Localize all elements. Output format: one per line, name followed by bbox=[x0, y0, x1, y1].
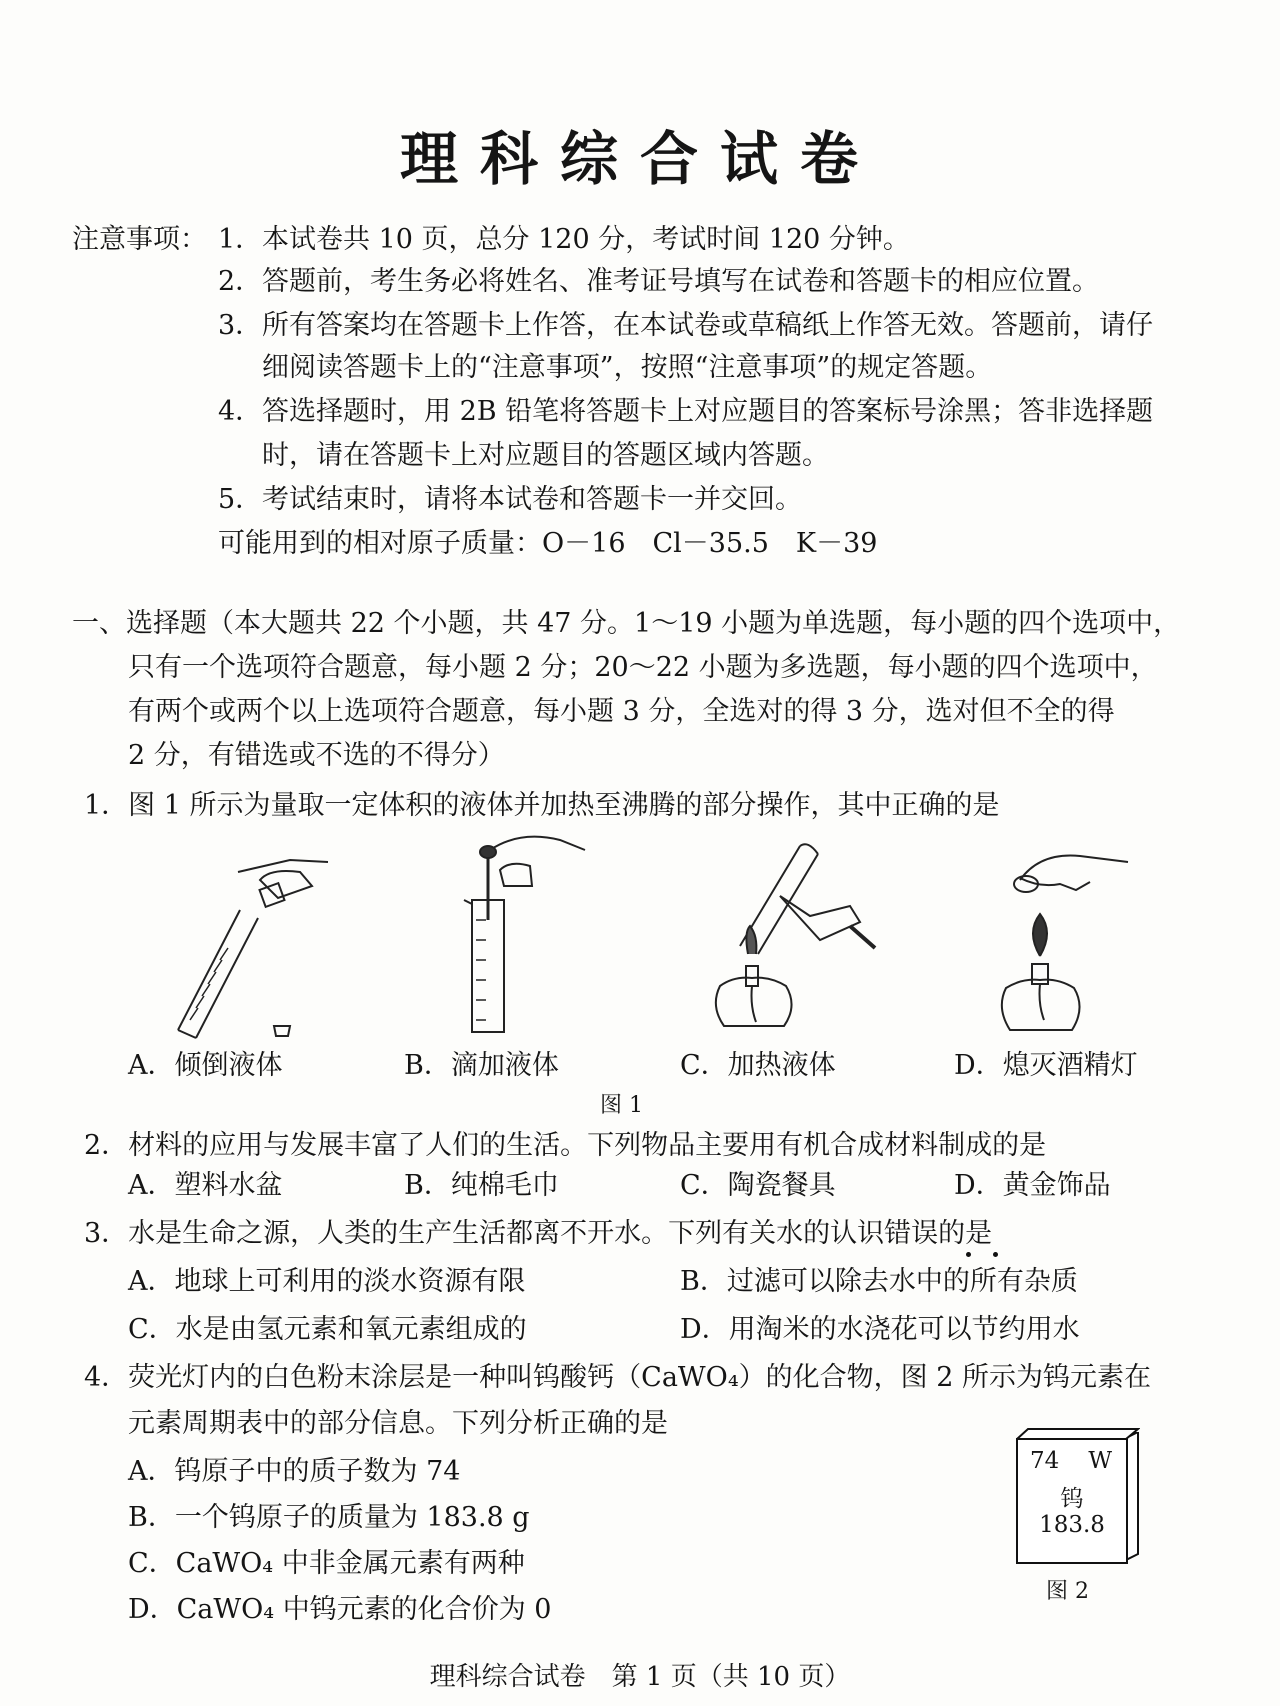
question-3-stem: 3．水是生命之源，人类的生产生活都离不开水。下列有关水的认识错误的是 bbox=[84, 1218, 993, 1249]
pouring-liquid-illustration bbox=[150, 840, 380, 1040]
notice-item-4 bbox=[218, 396, 1153, 428]
notice-text: 答选择题时，用 2B 铅笔将答题卡上对应题目的答案标号涂黑；答非选择题 bbox=[262, 396, 1154, 427]
dropping-liquid-illustration bbox=[440, 830, 600, 1040]
section-header: 一、选择题（本大题共 22 个小题，共 47 分。1～19 小题为单选题，每小题的四个选项中， bbox=[72, 608, 1181, 639]
question-1-option-b: B．滴加液体 bbox=[404, 1050, 559, 1081]
notice-num: 2． bbox=[218, 266, 263, 297]
notice-num: 3． bbox=[218, 310, 263, 341]
section-text: 2 分，有错选或不选的不得分） bbox=[128, 740, 505, 771]
question-4-option-c: C．CaWO₄ 中非金属元素有两种 bbox=[128, 1548, 525, 1579]
section-text: 有两个或两个以上选项符合题意，每小题 3 分，全选对的得 3 分，选对但不全的得 bbox=[128, 696, 1115, 727]
question-2-option-a: A．塑料水盆 bbox=[128, 1170, 283, 1201]
question-3-option-b: B．过滤可以除去水中的所有杂质 bbox=[680, 1266, 1078, 1297]
question-4-option-b: B．一个钨原子的质量为 183.8 g bbox=[128, 1502, 530, 1533]
heating-liquid-illustration bbox=[700, 836, 880, 1046]
extinguishing-lamp-illustration bbox=[980, 848, 1150, 1048]
figure-1-caption: 图 1 bbox=[600, 1093, 643, 1118]
notice-label: 注意事项： bbox=[72, 224, 207, 255]
question-2-option-d: D．黄金饰品 bbox=[954, 1170, 1111, 1201]
page-footer: 理科综合试卷 第 1 页（共 10 页） bbox=[429, 1662, 851, 1692]
emphasis-dot bbox=[993, 1252, 998, 1257]
notice-text: 考试结束时，请将本试卷和答题卡一并交回。 bbox=[262, 484, 802, 515]
question-1-option-a: A．倾倒液体 bbox=[128, 1050, 283, 1081]
question-2-option-b: B．纯棉毛巾 bbox=[404, 1170, 559, 1201]
element-atomic-number: 74 bbox=[1030, 1448, 1060, 1474]
element-mass: 183.8 bbox=[1039, 1512, 1105, 1538]
question-2-stem: 2．材料的应用与发展丰富了人们的生活。下列物品主要用有机合成材料制成的是 bbox=[84, 1130, 1047, 1161]
question-4-stem-cont: 元素周期表中的部分信息。下列分析正确的是 bbox=[128, 1408, 668, 1439]
notice-num: 1． bbox=[218, 224, 263, 255]
notice-text: 本试卷共 10 页，总分 120 分，考试时间 120 分钟。 bbox=[262, 224, 910, 255]
question-1-option-c: C．加热液体 bbox=[680, 1050, 836, 1081]
emphasis-dot bbox=[966, 1252, 971, 1257]
notice-item-2 bbox=[218, 266, 1099, 298]
element-cell-tungsten bbox=[1016, 1438, 1128, 1564]
notice-item-1 bbox=[218, 224, 910, 256]
question-3-option-a: A．地球上可利用的淡水资源有限 bbox=[128, 1266, 526, 1297]
question-1-option-d: D．熄灭酒精灯 bbox=[954, 1050, 1138, 1081]
notice-num: 5． bbox=[218, 484, 263, 515]
question-4-option-d: D．CaWO₄ 中钨元素的化合价为 0 bbox=[128, 1594, 552, 1625]
question-2-option-c: C．陶瓷餐具 bbox=[680, 1170, 836, 1201]
notice-item-5 bbox=[218, 484, 802, 516]
page-title: 理科综合试卷 bbox=[399, 125, 880, 193]
figure-2-caption: 图 2 bbox=[1046, 1579, 1089, 1604]
notice-text: 所有答案均在答题卡上作答，在本试卷或草稿纸上作答无效。答题前，请仔 bbox=[262, 310, 1153, 341]
element-name: 钨 bbox=[1060, 1486, 1084, 1512]
element-symbol: W bbox=[1088, 1448, 1112, 1474]
question-1-stem: 1．图 1 所示为量取一定体积的液体并加热至沸腾的部分操作，其中正确的是 bbox=[84, 790, 1000, 821]
notice-num: 4． bbox=[218, 396, 263, 427]
question-4-option-a: A．钨原子中的质子数为 74 bbox=[128, 1456, 461, 1487]
question-4-stem: 4．荧光灯内的白色粉末涂层是一种叫钨酸钙（CaWO₄）的化合物，图 2 所示为钨元素在 bbox=[84, 1362, 1151, 1393]
element-cell-shadow bbox=[1126, 1432, 1140, 1560]
atomic-mass-line: 可能用到的相对原子质量：O－16 Cl－35.5 K－39 bbox=[218, 528, 878, 559]
notice-text-cont: 细阅读答题卡上的“注意事项”，按照“注意事项”的规定答题。 bbox=[262, 352, 993, 383]
section-text: 只有一个选项符合题意，每小题 2 分；20～22 小题为多选题，每小题的四个选项中， bbox=[128, 652, 1158, 683]
question-3-option-d: D．用淘米的水浇花可以节约用水 bbox=[680, 1314, 1080, 1345]
notice-item-3 bbox=[218, 310, 1153, 342]
notice-text: 答题前，考生务必将姓名、准考证号填写在试卷和答题卡的相应位置。 bbox=[262, 266, 1099, 297]
question-3-option-c: C．水是由氢元素和氧元素组成的 bbox=[128, 1314, 527, 1345]
notice-text-cont: 时，请在答题卡上对应题目的答题区域内答题。 bbox=[262, 440, 829, 471]
